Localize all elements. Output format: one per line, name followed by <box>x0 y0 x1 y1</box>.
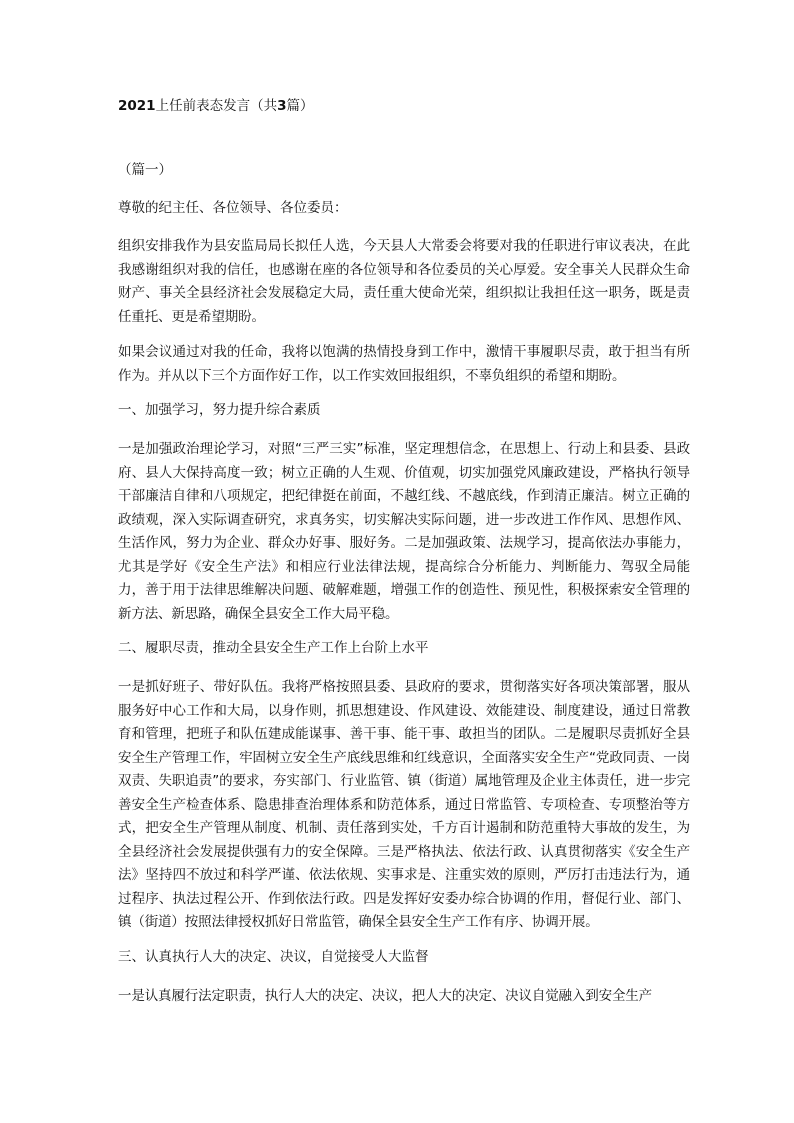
salutation: 尊敬的纪主任、各位领导、各位委员： <box>118 200 348 216</box>
part-label: （篇一） <box>118 162 172 178</box>
section-heading-1: 一、加强学习，努力提升综合素质 <box>118 402 321 418</box>
title-unit: 篇） <box>286 98 314 114</box>
title-year: 2021 <box>118 98 156 114</box>
title-text: 上任前表态发言（共 <box>155 98 278 114</box>
document-title <box>118 96 690 116</box>
section-2-body: 一是抓好班子、带好队伍。我将严格按照县委、县政府的要求，贯彻落实好各项决策部署，服从服务好中心工作和大局，以身作则，抓思想建设、作风建设、效能建设、制度建设，通过日常教育和管理，把班子和队伍建成能谋事、善干事、能干事、敢担当的团队。二是履职尽责抓好全县安全生产管理工作，牢固树立安全生产底线思维和红线意识，全面落实安全生产“党政同责、一岗双责、失职追责”的要求，夯实部门、行业监管、镇（街道）属地管理及企业主体责任，进一步完善安全生产检查体系、隐患排查治理体系和防范体系，通过日常监管、专项检查、专项整治等方式，把安全生产管理从制度、机制、责任落到实处，千方百计遏制和防范重特大事故的发生，为全县经济社会发展提供强有力的安全保障。三是严格执法、依法行政、认真贯彻落实《安全生产法》坚持四不放过和科学严谨、依法依规、实事求是、注重实效的原则，严厉打击违法行为，通过程序、执法过程公开、作到依法行政。四是发挥好安委办综合协调的作用，督促行业、部门、镇（街道）按照法律授权抓好日常监管，确保全县安全生产工作有序、协调开展。 <box>118 679 690 930</box>
section-3-body: 一是认真履行法定职责，执行人大的决定、决议，把人大的决定、决议自觉融入到安全生产 <box>118 987 652 1004</box>
title-count: 3 <box>277 98 287 114</box>
section-heading-3: 三、认真执行人大的决定、决议，自觉接受人大监督 <box>118 948 429 965</box>
section-heading-2: 二、履职尽责，推动全县安全生产工作上台阶上水平 <box>118 640 429 656</box>
paragraph-commitment: 如果会议通过对我的任命，我将以饱满的热情投身到工作中，激情干事履职尽责，敢于担当有所作为。并从以下三个方面作好工作，以工作实效回报组织，不辜负组织的希望和期盼。 <box>118 344 690 384</box>
paragraph-intro: 组织安排我作为县安监局局长拟任人选，今天县人大常委会将要对我的任职进行审议表决，在此我感谢组织对我的信任，也感谢在座的各位领导和各位委员的关心厚爱。安全事关人民群众生命财产、事关全县经济社会发展稳定大局，责任重大使命光荣，组织拟让我担任这一职务，既是责任重托、更是希望期盼。 <box>118 238 690 325</box>
document-page <box>118 96 690 1020</box>
section-1-body: 一是加强政治理论学习，对照“三严三实”标准，坚定理想信念，在思想上、行动上和县委、县政府、县人大保持高度一致；树立正确的人生观、价值观，切实加强党风廉政建设，严格执行领导干部廉洁自律和八项规定，把纪律挺在前面，不越红线、不越底线，作到清正廉洁。树立正确的政绩观，深入实际调查研究，求真务实，切实解决实际问题，进一步改进工作作风、思想作风、生活作风，努力为企业、群众办好事、服好务。二是加强政策、法规学习，提高依法办事能力，尤其是学好《安全生产法》和相应行业法律法规，提高综合分析能力、判断能力、驾驭全局能力，善于用于法律思维解决问题、破解难题，增强工作的创造性、预见性，积极探索安全管理的新方法、新思路，确保全县安全工作大局平稳。 <box>118 441 690 622</box>
